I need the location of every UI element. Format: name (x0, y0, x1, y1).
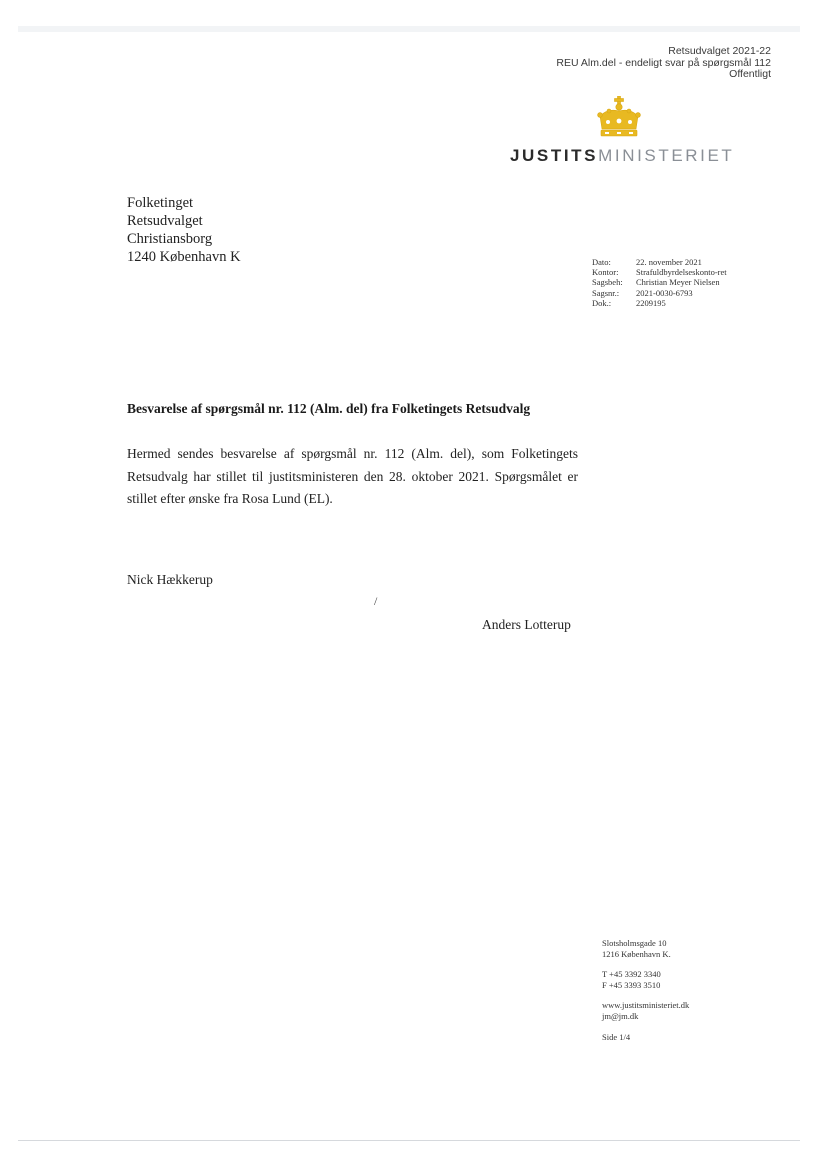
meta-label: Kontor: (592, 267, 619, 278)
footer-address-line: Slotsholmsgade 10 (602, 938, 667, 948)
ministry-contact-footer (602, 938, 689, 1042)
stamp-line-status: Offentligt (729, 68, 771, 80)
scan-edge-top (18, 26, 800, 32)
footer-fax: F +45 3393 3510 (602, 979, 661, 990)
letter-body: Hermed sendes besvarelse af spørgsmål nr. 112 (Alm. del), som Folketingets Retsudvalg har stillet til justitsministeren den 28. oktober 2021. Spørgsmålet er stillet efter ønske fra Rosa Lund (EL). (127, 446, 578, 506)
footer-website-link[interactable]: www.justitsministeriet.dk (602, 1000, 690, 1011)
meta-row-handler (592, 277, 746, 287)
logo-bold-part: JUSTITS (510, 146, 599, 165)
meta-label: Dok.: (592, 297, 612, 308)
footer-address-line: 1216 København K. (602, 948, 671, 959)
meta-label: Dato: (592, 257, 611, 267)
case-metadata (592, 257, 746, 308)
meta-label: Sagsnr.: (592, 287, 620, 298)
recipient-line: 1240 København K (127, 249, 241, 265)
logo-light-part: MINISTERIET (598, 146, 735, 165)
footer-phone: T +45 3392 3340 (602, 969, 661, 980)
recipient-line: Folketinget (127, 195, 194, 211)
recipient-line: Christiansborg (127, 231, 213, 247)
meta-value: Christian Meyer Nielsen (636, 277, 720, 288)
recipient-line: Retsudvalget (127, 213, 203, 229)
scan-edge-bottom (18, 1140, 800, 1141)
signature-separator: / (374, 594, 378, 608)
meta-row-office (592, 267, 746, 277)
stamp-line-committee: Retsudvalget 2021-22 (668, 45, 771, 57)
signature-official: Anders Lotterup (482, 617, 571, 632)
page-number: Side 1/4 (602, 1031, 631, 1042)
meta-value: 2209195 (636, 297, 666, 308)
signature-minister: Nick Hækkerup (127, 572, 213, 587)
meta-value: 2021-0030-6793 (636, 287, 693, 298)
recipient-address (127, 194, 241, 266)
meta-row-case-number (592, 288, 746, 298)
meta-row-date (592, 257, 746, 267)
letter-subject: Besvarelse af spørgsmål nr. 112 (Alm. del) fra Folketingets Retsudvalg (127, 401, 531, 416)
footer-email-link[interactable]: jm@jm.dk (602, 1010, 639, 1021)
document-stamp (556, 46, 771, 81)
meta-value: 22. november 2021 (636, 257, 702, 267)
crown-logo-icon (596, 96, 642, 140)
stamp-line-reference: REU Alm.del - endeligt svar på spørgsmål 112 (556, 56, 771, 69)
ministry-logo-text (510, 146, 734, 166)
meta-value: Strafuldbyrdelseskonto-ret (636, 267, 727, 278)
meta-label: Sagsbeh: (592, 277, 623, 288)
meta-row-document (592, 298, 746, 308)
